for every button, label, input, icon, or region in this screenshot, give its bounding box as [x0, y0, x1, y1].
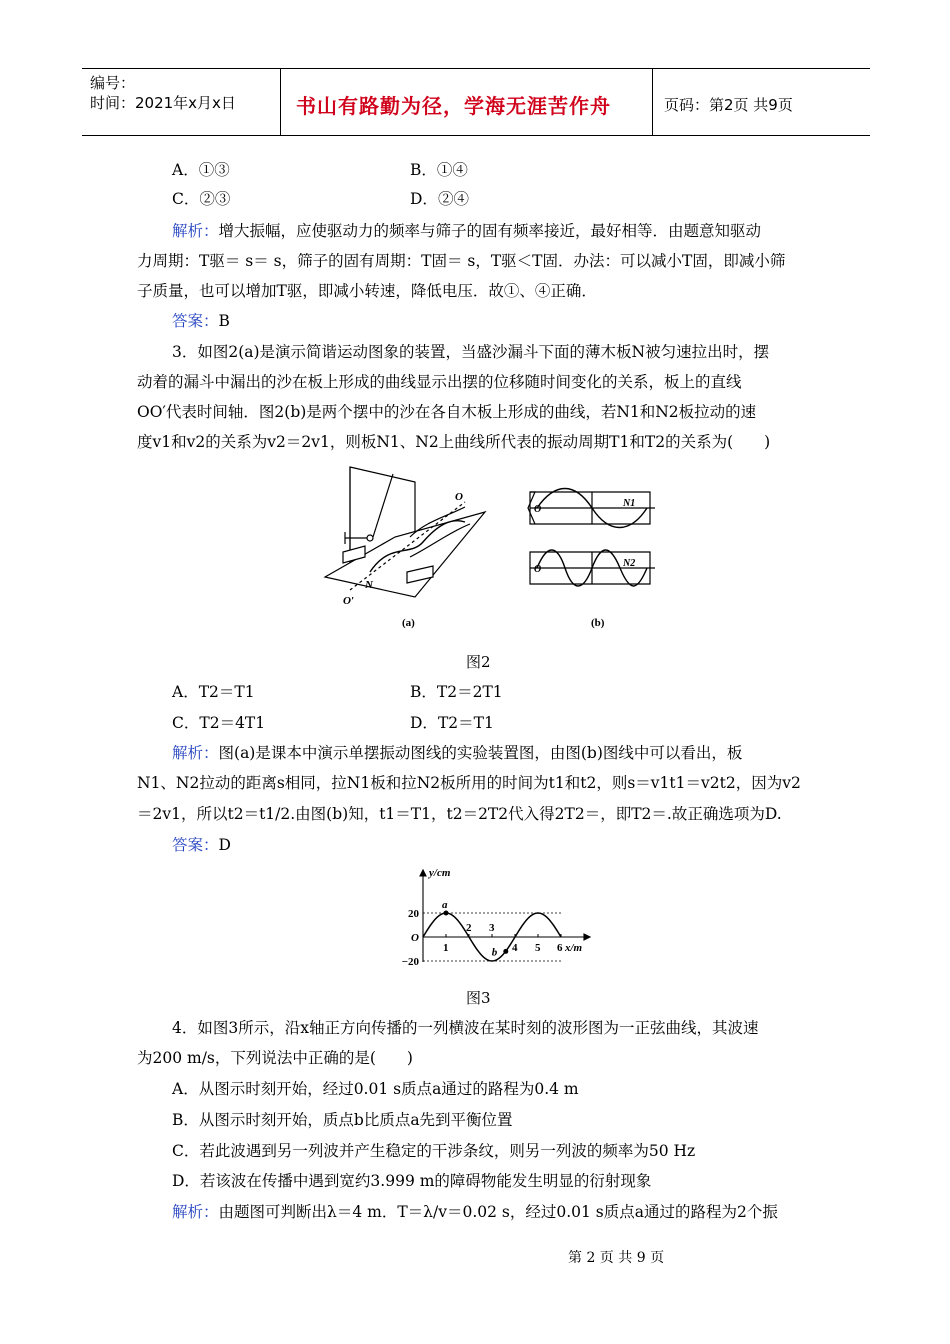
figure-3-x-tick-label-4: 4: [512, 942, 518, 954]
figure-3-chart: [385, 862, 595, 977]
header-page-info: 页码：第2页 共9页: [664, 96, 793, 114]
q3-option-a: A．T2＝T1: [172, 683, 255, 701]
q2-analysis-line1: 解析：增大振幅，应使驱动力的频率与筛子的固有频率接近，最好相等．由题意知驱动: [172, 222, 762, 240]
q3-analysis-line3: ＝2v1，所以t2＝t1/2.由图(b)知，t1＝T1，t2＝2T2代入得2T2＝，即T2＝.故正确选项为D.: [137, 805, 782, 823]
figure-3-x-label: x/m: [565, 942, 583, 954]
q2-analysis-label: 解析：: [172, 222, 219, 240]
q3-stem-line4: 度v1和v2的关系为v2＝2v1，则板N1、N2上曲线所代表的振动周期T1和T2的关系为( ): [137, 433, 771, 451]
figure-3-y-label: y/cm: [429, 867, 451, 879]
figure-2b-caption: (b): [591, 617, 605, 629]
q2-option-c: C．②③: [172, 190, 231, 208]
figure-2a-label-n: N: [365, 579, 373, 591]
header-divider-left: [280, 68, 281, 135]
figure-3-y-tick-label-1: O: [411, 932, 419, 944]
q2-option-b: B．①④: [410, 161, 468, 179]
q3-stem-line3: OO′代表时间轴．图2(b)是两个摆中的沙在各自木板上形成的曲线，若N1和N2板拉动的速: [137, 403, 757, 421]
q2-analysis-line2: 力周期：T驱＝ s＝ s，筛子的固有周期：T固＝ s，T驱＜T固．办法：可以减小T固，即减小筛: [137, 252, 786, 270]
header-divider-right: [652, 68, 653, 135]
q3-analysis-line2: N1、N2拉动的距离s相同，拉N1板和拉N2板所用的时间为t1和t2，则s＝v1t1＝v2t2，因为v2: [137, 774, 801, 792]
figure-3-caption: 图3: [466, 989, 491, 1007]
q2-option-a: A．①③: [172, 161, 230, 179]
figure-3-point-b: [503, 949, 508, 954]
figure-3-x-tick-label-3: 3: [489, 922, 495, 934]
q3-option-c: C．T2＝4T1: [172, 714, 266, 732]
figure-3-point-label-a: a: [442, 899, 448, 911]
figure-2a-apparatus: [325, 467, 485, 597]
q3-option-b: B．T2＝2T1: [410, 683, 503, 701]
figure-2: [315, 462, 660, 637]
q4-option-d: D．若该波在传播中遇到宽约3.999 m的障碍物能发生明显的衍射现象: [172, 1172, 652, 1190]
q3-analysis-line1: 解析：图(a)是课本中演示单摆振动图线的实验装置图，由图(b)图线中可以看出，板: [172, 744, 743, 762]
figure-2a-label-o-prime: O′: [343, 595, 355, 607]
q3-stem-line2: 动着的漏斗中漏出的沙在板上形成的曲线显示出摆的位移随时间变化的关系，板上的直线: [137, 373, 742, 391]
q2-option-d: D．②④: [410, 190, 469, 208]
q4-option-b: B．从图示时刻开始，质点b比质点a先到平衡位置: [172, 1111, 513, 1129]
q2-answer: 答案：B: [172, 312, 230, 330]
header-time: 时间：2021年x月x日: [90, 94, 236, 112]
figure-2-caption: 图2: [466, 653, 491, 671]
q4-analysis-line1: 解析：由题图可判断出λ＝4 m．T＝λ/v＝0.02 s，经过0.01 s质点a通过的路程为2个振: [172, 1203, 778, 1221]
figure-3-x-tick-label-5: 5: [535, 942, 541, 954]
figure-2b-plate-n1: [528, 489, 655, 528]
q4-stem-line2: 为200 m/s，下列说法中正确的是( ): [137, 1049, 413, 1067]
header-bottom-rule: [82, 135, 870, 136]
q3-answer: 答案：D: [172, 836, 231, 854]
figure-2b-plate-n2: [530, 550, 655, 586]
figure-3-y-tick-label-2: −20: [401, 956, 419, 968]
figure-2b-label-o1: O: [534, 504, 542, 515]
q3-stem-line1: 3．如图2(a)是演示简谐运动图象的装置，当盛沙漏斗下面的薄木板N被匀速拉出时，摆: [172, 343, 770, 361]
figure-2b-label-o2: O: [534, 564, 542, 575]
q4-option-a: A．从图示时刻开始，经过0.01 s质点a通过的路程为0.4 m: [172, 1080, 579, 1098]
q4-option-c: C．若此波遇到另一列波并产生稳定的干涉条纹，则另一列波的频率为50 Hz: [172, 1142, 696, 1160]
figure-2a-caption: (a): [402, 617, 415, 629]
figure-2b-label-n1: N1: [623, 498, 636, 509]
footer-page-number: 第 2 页 共 9 页: [568, 1250, 665, 1266]
figure-3-point-a: [444, 911, 449, 916]
figure-2a-label-o: O: [455, 491, 463, 503]
header-top-rule: [82, 68, 870, 69]
header-number-label: 编号：: [90, 74, 136, 92]
q2-analysis-line3: 子质量，也可以增加T驱，即减小转速，降低电压．故①、④正确．: [137, 282, 597, 300]
q3-option-d: D．T2＝T1: [410, 714, 494, 732]
header-motto: 书山有路勤为径，学海无涯苦作舟: [296, 94, 611, 118]
figure-3-x-tick-label-2: 2: [466, 922, 472, 934]
figure-3-point-label-b: b: [491, 946, 498, 959]
figure-3-y-tick-label-0: 20: [408, 908, 419, 920]
figure-3-x-tick-label-6: 6: [557, 942, 563, 954]
figure-2b-label-n2: N2: [623, 558, 636, 569]
q4-stem-line1: 4．如图3所示，沿x轴正方向传播的一列横波在某时刻的波形图为一正弦曲线，其波速: [172, 1019, 759, 1037]
figure-3-x-tick-label-1: 1: [443, 942, 449, 954]
